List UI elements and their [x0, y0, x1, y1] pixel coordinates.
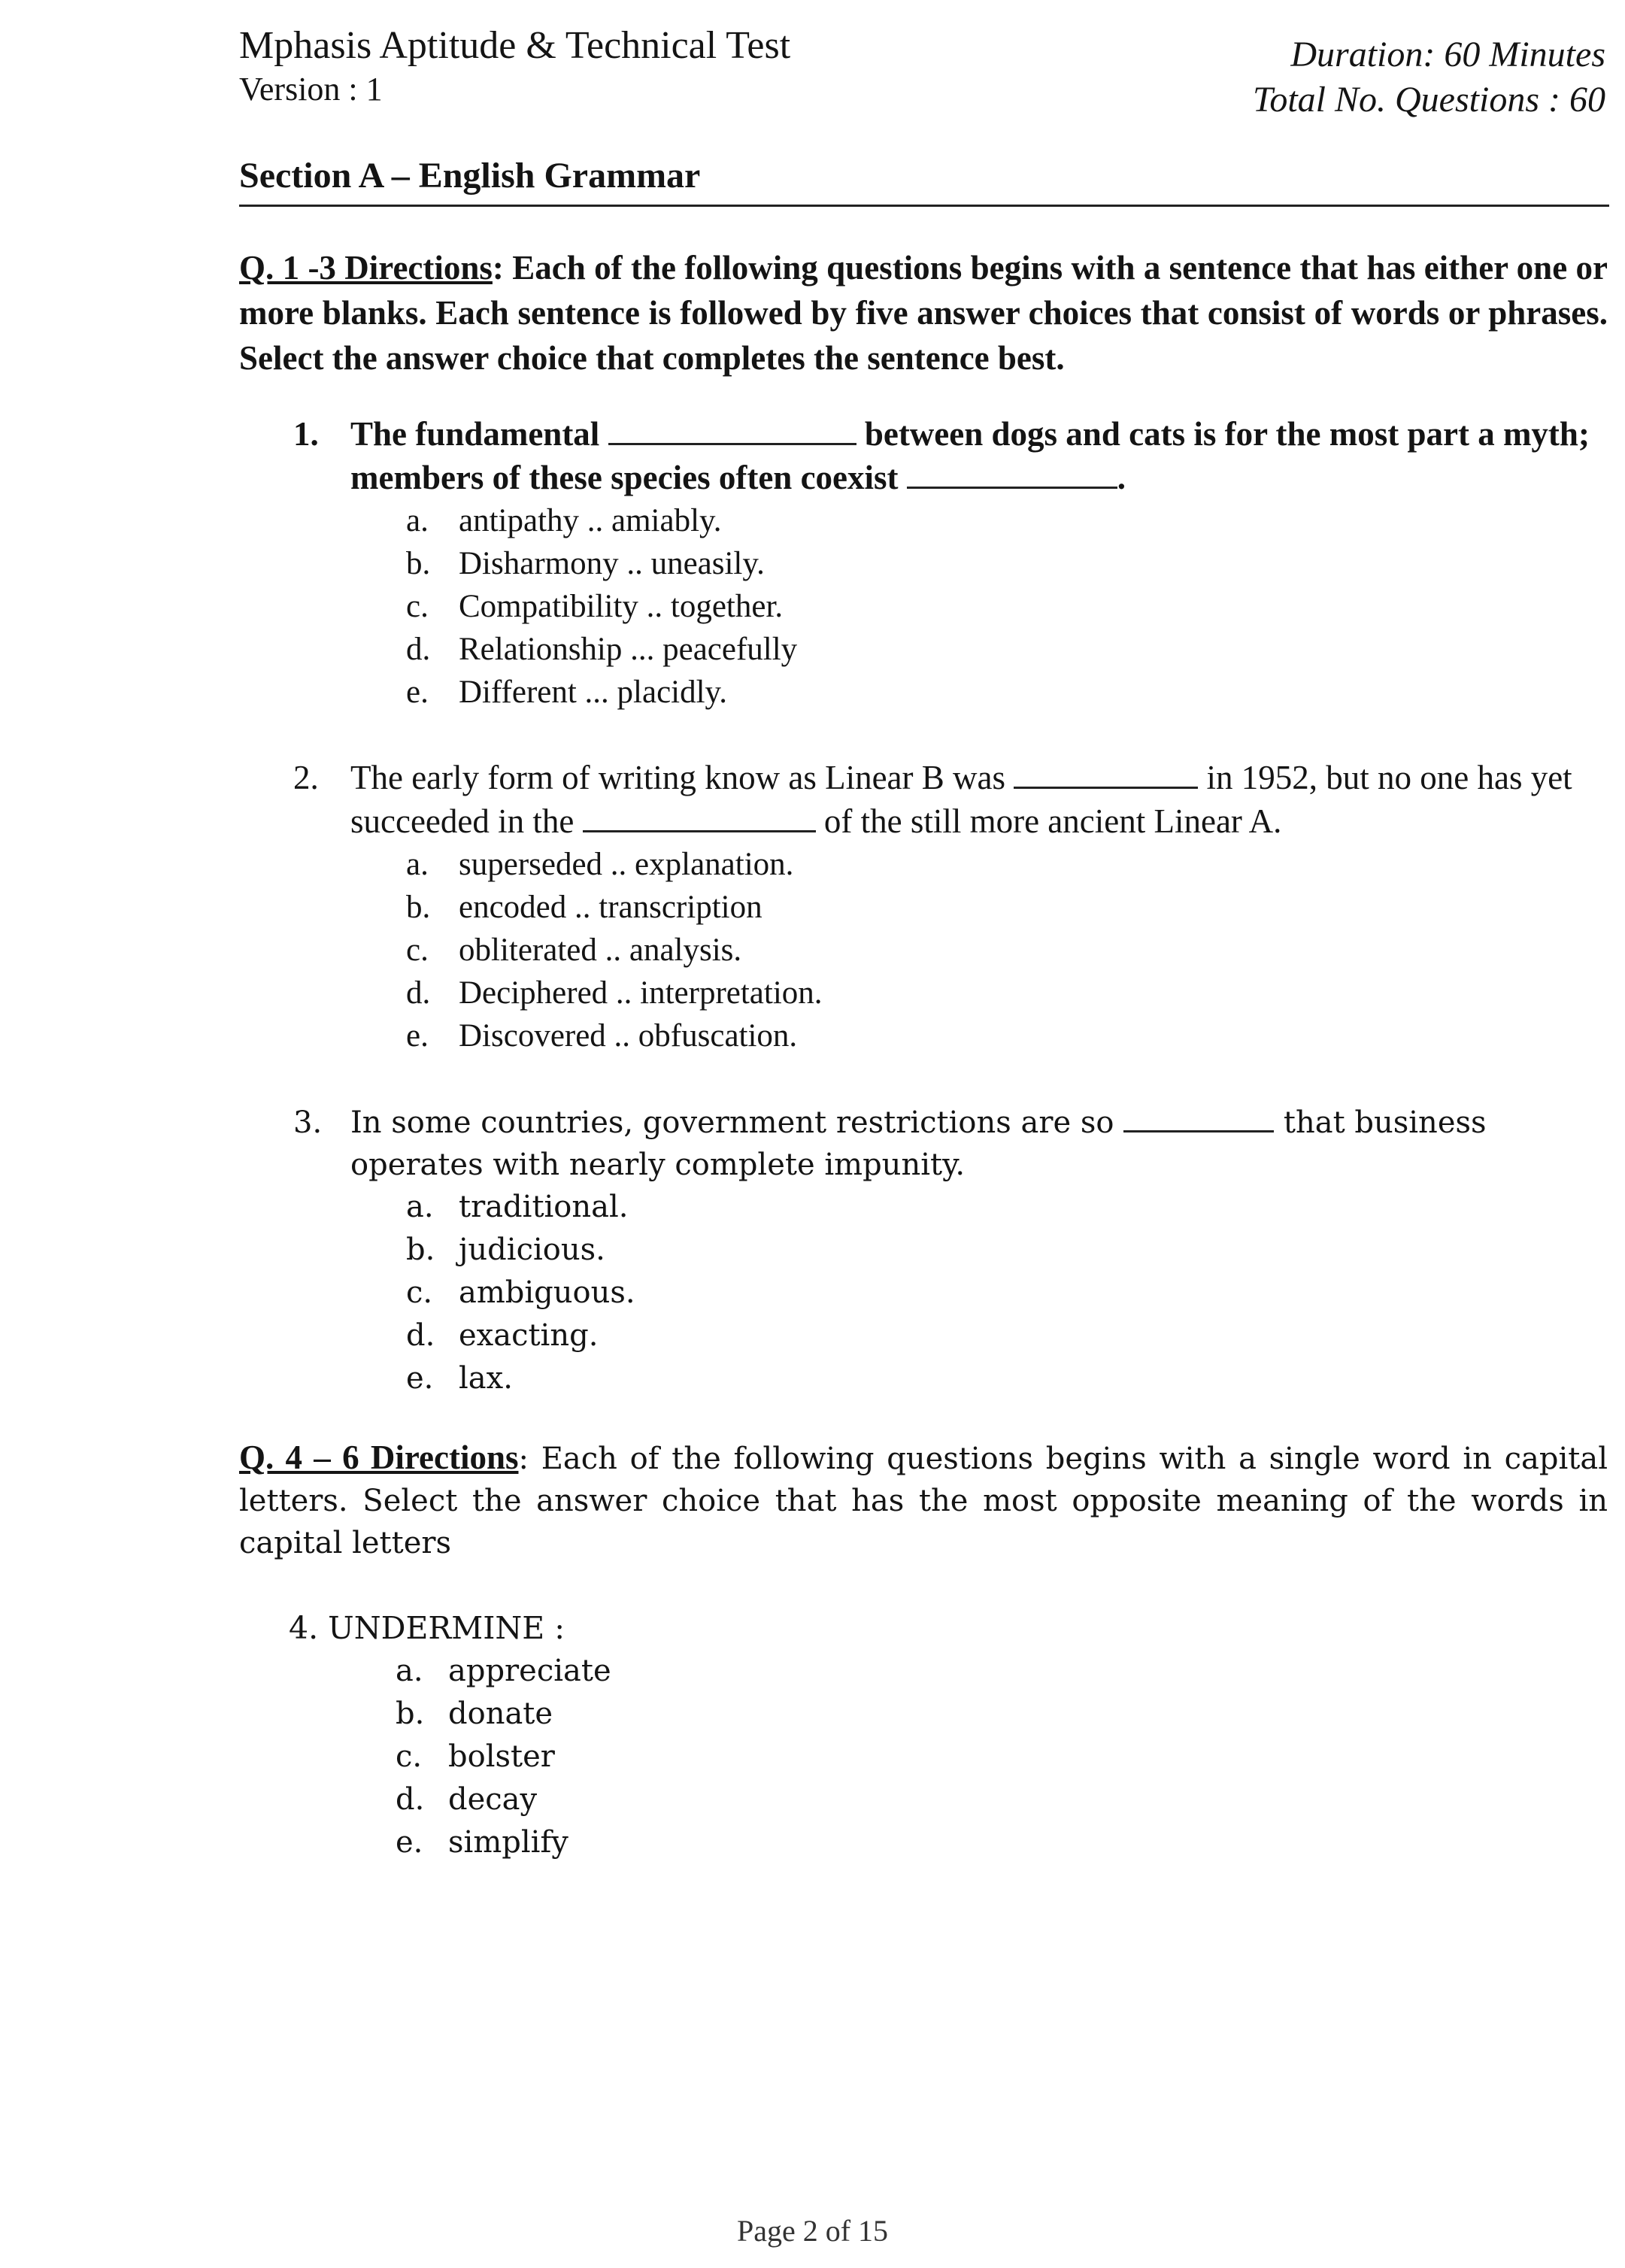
question-number: 2.	[293, 759, 319, 796]
question-number: 3.	[293, 1105, 323, 1140]
option-letter: c.	[406, 589, 429, 624]
option	[406, 585, 1609, 628]
option	[406, 1314, 1609, 1357]
option	[406, 1272, 1609, 1314]
option	[406, 671, 1609, 714]
answer-blank	[583, 803, 816, 832]
question-1	[293, 412, 1609, 747]
option-letter: a.	[406, 1190, 434, 1224]
option	[406, 542, 1609, 585]
option-text: decay	[448, 1782, 538, 1817]
directions-text: : Each of the following questions begins with a single word in capital letters. Select the answer choice that has the most opposite meaning of the words in capital letters	[239, 1442, 1608, 1560]
option-text: appreciate	[448, 1654, 611, 1688]
option-letter: c.	[406, 932, 429, 968]
option-text: superseded .. explanation.	[459, 847, 794, 882]
option-text: Discovered .. obfuscation.	[459, 1018, 798, 1054]
test-version: Version : 1	[239, 71, 383, 108]
question-stem	[350, 1102, 1609, 1186]
stem-part: The fundamental	[350, 415, 600, 453]
option-letter: b.	[406, 546, 431, 581]
question-stem	[350, 756, 1609, 843]
section-divider	[239, 205, 1609, 207]
option-text: lax.	[459, 1361, 513, 1396]
options-list	[396, 1650, 611, 1864]
options-list	[406, 1186, 1609, 1400]
option	[406, 628, 1609, 671]
option	[406, 1229, 1609, 1272]
option	[406, 1357, 1609, 1400]
option-text: obliterated .. analysis.	[459, 932, 742, 968]
stem-part: .	[1117, 459, 1126, 496]
answer-blank	[1123, 1103, 1274, 1132]
option	[396, 1778, 611, 1821]
option-letter: e.	[396, 1825, 423, 1860]
stem-part: In some countries, government restrictions are so	[350, 1105, 1114, 1140]
option-text: Deciphered .. interpretation.	[459, 975, 823, 1011]
option-letter: d.	[406, 975, 431, 1011]
option-text: Different ... placidly.	[459, 675, 728, 710]
directions-label: Q. 1 -3 Directions	[239, 249, 493, 287]
option	[406, 929, 1609, 972]
question-3	[293, 1102, 1609, 1430]
question-number: 1.	[293, 415, 319, 453]
option	[396, 1736, 611, 1778]
option-letter: e.	[406, 1018, 429, 1054]
question-stem: 4. UNDERMINE :	[289, 1610, 565, 1646]
options-list	[406, 499, 1609, 714]
section-title: Section A – English Grammar	[239, 156, 701, 196]
answer-blank	[907, 459, 1117, 489]
option-text: donate	[448, 1696, 553, 1731]
option-letter: e.	[406, 675, 429, 710]
option-letter: b.	[396, 1696, 425, 1731]
option-text: antipathy .. amiably.	[459, 503, 722, 538]
stem-part: The early form of writing know as Linear B was	[350, 759, 1005, 796]
option	[396, 1650, 611, 1693]
option-letter: a.	[406, 503, 429, 538]
stem-part: that business operates with nearly complete impunity.	[350, 1105, 1487, 1182]
options-list	[406, 843, 1609, 1057]
answer-blank	[608, 416, 856, 445]
option	[406, 843, 1609, 886]
option-text: exacting.	[459, 1318, 599, 1353]
option	[406, 972, 1609, 1014]
total-questions-label: Total No. Questions : 60	[1253, 80, 1605, 120]
option-letter: a.	[406, 847, 429, 882]
option-text: encoded .. transcription	[459, 890, 762, 925]
option-text: Relationship ... peacefully	[459, 632, 798, 667]
option-letter: b.	[406, 890, 431, 925]
page-number: Page 2 of 15	[736, 2214, 889, 2248]
option	[396, 1693, 611, 1736]
option-text: simplify	[448, 1825, 568, 1860]
option-letter: d.	[396, 1782, 425, 1817]
question-4	[289, 1606, 611, 1895]
option	[406, 499, 1609, 542]
option	[406, 886, 1609, 929]
option-letter: d.	[406, 632, 431, 667]
option-text: judicious.	[459, 1233, 605, 1267]
option-letter: c.	[406, 1275, 433, 1310]
stem-part: between dogs and cats is for the most part a myth; members of these species often coexist	[350, 415, 1590, 496]
stem-part: in 1952, but no one has yet succeeded in the	[350, 759, 1572, 840]
option-letter: d.	[406, 1318, 435, 1353]
question-2	[293, 756, 1609, 1091]
option	[396, 1821, 611, 1864]
duration-label: Duration: 60 Minutes	[1290, 35, 1605, 74]
option-letter: a.	[396, 1654, 423, 1688]
test-title: Mphasis Aptitude & Technical Test	[239, 24, 791, 67]
option-letter: c.	[396, 1739, 423, 1774]
option	[406, 1014, 1609, 1057]
option-text: Compatibility .. together.	[459, 589, 784, 624]
answer-blank	[1014, 760, 1198, 789]
question-stem	[350, 412, 1609, 499]
directions-q4-6	[239, 1436, 1608, 1564]
option-letter: e.	[406, 1361, 434, 1396]
option-letter: b.	[406, 1233, 435, 1267]
option	[406, 1186, 1609, 1229]
directions-text: : Each of the following questions begins with a sentence that has either one or more blanks. Each sentence is followed by five answer choices that consist of words or phrases. Select the answer choice that completes the sentence best.	[239, 249, 1608, 377]
stem-part: of the still more ancient Linear A.	[823, 802, 1282, 840]
option-text: Disharmony .. uneasily.	[459, 546, 765, 581]
option-text: traditional.	[459, 1190, 629, 1224]
directions-label: Q. 4 – 6 Directions	[239, 1439, 519, 1476]
option-text: ambiguous.	[459, 1275, 635, 1310]
directions-q1-3	[239, 245, 1608, 381]
option-text: bolster	[448, 1739, 555, 1774]
